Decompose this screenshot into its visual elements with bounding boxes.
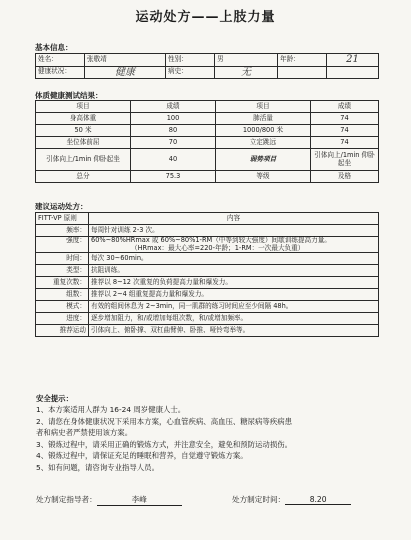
fitness-row [36,137,379,149]
fitness-cell: 40 [131,149,216,171]
fitness-cell: 1000/800 米 [216,125,311,137]
plan-header-principle: FITT-VP 原则 [36,213,89,225]
plan-label: 模式： [36,301,89,313]
age-label: 年龄： [278,54,327,67]
instructor-signature [36,494,182,506]
plan-label: 进度： [36,313,89,325]
plan-row [36,289,379,301]
plan-label: 时间： [36,253,89,265]
plan-content [89,237,379,253]
plan-row [36,265,379,277]
plan-label: 组数： [36,289,89,301]
basic-info-heading: 基本信息： [35,43,73,52]
fitness-cell: 80 [131,125,216,137]
fitness-cell: 肺活量 [216,113,311,125]
plan-row [36,253,379,265]
fitness-cell: 身高体重 [36,113,131,125]
fitness-row [36,171,379,183]
fitness-header-score: 成绩 [131,101,216,113]
fitness-row [36,125,379,137]
plan-content: 推荐以 8~12 次重复的负荷提高力量和爆发力。 [89,277,379,289]
health-label: 健康状况： [36,66,85,79]
gender-label: 性别： [166,54,215,67]
instructor-label: 处方制定指导者： [36,495,97,504]
time-value: 8.20 [285,495,351,505]
safety-notes [36,393,386,473]
safety-heading: 安全提示： [36,394,73,403]
disease-value: 无 [215,66,278,79]
prescription-time [232,494,351,505]
plan-row [36,313,379,325]
plan-label: 频率： [36,225,89,237]
age-value: 21 [327,54,379,67]
plan-label: 重复次数： [36,277,89,289]
safety-item: 者和病史者严禁使用该方案。 [36,428,133,438]
name-label: 姓名： [36,54,85,67]
plan-row [36,301,379,313]
weak-item-label: 弱势项目 [216,149,311,171]
plan-row [36,237,379,253]
intensity-line: 60%~80%HRmax 或 60%~80%1-RM（中等到较大强度）间歇训练提高力量。 [91,236,331,244]
fitness-cell: 等级 [216,171,311,183]
page-title: 运动处方——上肢力量 [135,10,276,25]
fitness-table [35,100,379,183]
fitness-row [36,113,379,125]
fitness-cell: 100 [131,113,216,125]
plan-content: 抗阻训练。 [89,265,379,277]
plan-table [35,212,379,337]
plan-row [36,325,379,337]
gender-value: 男 [215,54,278,67]
safety-item: 3、锻炼过程中，请采用正确的锻炼方式，并注意安全，避免和预防运动损伤。 [36,439,292,449]
fitness-cell: 70 [131,137,216,149]
fitness-heading: 体质健康测试结果： [35,91,103,100]
safety-item: 2、请您在身体健康状况下采用本方案，心血管疾病、高血压、糖尿病等疾病患 [36,416,292,426]
plan-content: 引体向上、俯卧撑、双杠曲臂伸、卧推、哑铃弯举等。 [89,325,379,337]
fitness-cell: 50 米 [36,125,131,137]
fitness-cell: 及格 [311,171,379,183]
fitness-cell: 74 [311,125,379,137]
fitness-row [36,149,379,171]
plan-content: 有效的组间休息为 2~3min，同一肌群的练习时间应至少间隔 48h。 [89,301,379,313]
disease-label: 病史： [166,66,215,79]
plan-header-content: 内容 [89,213,379,225]
fitness-header-score: 成绩 [311,101,379,113]
name-value: 张敬靖 [85,54,166,67]
time-label: 处方制定时间： [232,495,286,504]
fitness-cell: 总分 [36,171,131,183]
plan-content: 逐步增加阻力，和/或增加每组次数，和/或增加频率。 [89,313,379,325]
fitness-header-item: 项目 [216,101,311,113]
plan-label: 强度： [36,237,89,253]
plan-label: 类型： [36,265,89,277]
intensity-note: （HRmax：最大心率=220-年龄；1-RM：一次最大负重） [131,243,305,252]
fitness-header-item: 项目 [36,101,131,113]
plan-row [36,277,379,289]
fitness-cell: 立定跳远 [216,137,311,149]
plan-content: 每周针对训练 2-3 次。 [89,225,379,237]
instructor-value: 李峰 [97,494,182,506]
fitness-cell: 引体向上/1min 仰卧起坐 [311,149,379,171]
fitness-cell: 引体向上/1min 仰卧起坐 [36,149,131,171]
plan-content: 每次 30~60min。 [89,253,379,265]
fitness-cell: 74 [311,137,379,149]
plan-label: 推荐运动 [36,325,89,337]
fitness-cell: 坐位体前屈 [36,137,131,149]
fitness-cell: 75.3 [131,171,216,183]
health-value: 健康 [85,66,166,79]
fitness-cell: 74 [311,113,379,125]
plan-row [36,225,379,237]
safety-item: 1、本方案适用人群为 16-24 周岁健康人士。 [36,405,186,415]
safety-item: 4、锻炼过程中，请保证充足的睡眠和营养，自觉遵守锻炼方案。 [36,451,248,461]
plan-heading: 建议运动处方： [35,202,88,211]
basic-info-table [35,53,379,79]
plan-content: 推荐以 2~4 组重复提高力量和爆发力。 [89,289,379,301]
safety-item: 5、如有问题，请咨询专业指导人员。 [36,462,159,472]
